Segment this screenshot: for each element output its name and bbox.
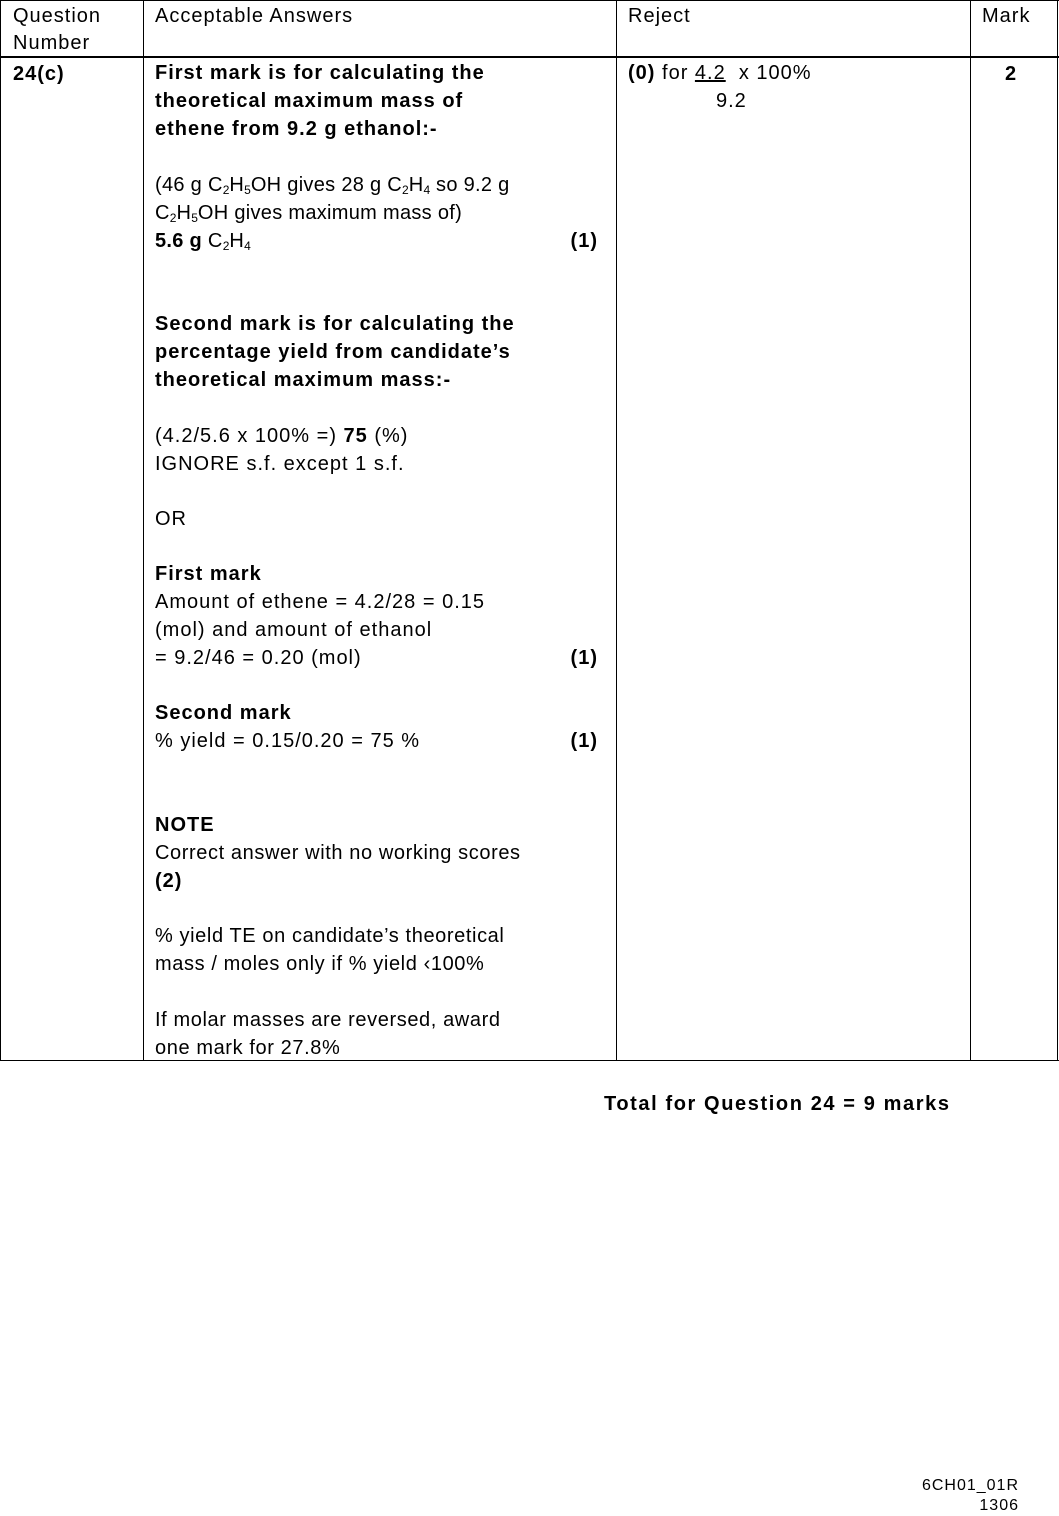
mark-1-alt-first: (1): [570, 647, 598, 669]
acceptable-answers-cell: [155, 0, 610, 1060]
te-block: [155, 922, 605, 978]
mass-result-line: 5.6 g $C_2H_4$: [155, 230, 251, 253]
te-line2: mass / moles only if % yield ‹100%: [155, 953, 485, 975]
reject-score: (0): [628, 62, 656, 84]
header-question-number: [13, 3, 101, 57]
column-divider-3: [970, 0, 971, 1061]
te-line1: % yield TE on candidate’s theoretical: [155, 925, 505, 947]
table-border-left: [0, 0, 1, 1061]
alt-first-mark-label: First mark: [155, 563, 262, 585]
yield-line: % yield = 0.15/0.20 = 75 %: [155, 730, 421, 752]
second-mark-heading-line1: Second mark is for calculating the: [155, 313, 515, 335]
note-label: NOTE: [155, 814, 215, 836]
column-divider-2: [616, 0, 617, 1061]
ignore-sf-line: IGNORE s.f. except 1 s.f.: [155, 453, 405, 475]
question-total: Total for Question 24 = 9 marks: [604, 1093, 951, 1115]
reject-line: (0) for 4.2 x 100%: [628, 62, 812, 84]
first-mark-heading: [155, 59, 605, 143]
footer-code: 6CH01_01R: [921, 1477, 1019, 1494]
first-mark-heading-line2: theoretical maximum mass of: [155, 90, 464, 112]
alt-second-mark: [155, 699, 605, 755]
reject-numerator: 4.2: [694, 62, 726, 84]
reversed-line1: If molar masses are reversed, award: [155, 1009, 501, 1031]
reversed-line2: one mark for 27.8%: [155, 1037, 341, 1059]
reject-denominator: 9.2: [716, 90, 747, 112]
note-line2: (2): [155, 870, 183, 892]
mark-1-alt-second: (1): [570, 730, 598, 752]
header-acceptable-answers: Acceptable Answers: [155, 5, 354, 27]
first-mark-heading-line1: First mark is for calculating the: [155, 62, 485, 84]
mark-value: 2: [1005, 63, 1018, 85]
first-mark-heading-line3: ethene from 9.2 g ethanol:-: [155, 118, 438, 140]
header-reject: Reject: [628, 5, 691, 27]
mass-calculation-line1: (46 g $C_2H_5OH$ gives 28 g $C_2H_4$ so 9.2 g: [155, 174, 510, 197]
header-question-line2: Number: [13, 32, 91, 54]
table-border-right: [1057, 0, 1058, 1061]
or-separator: OR: [155, 508, 187, 530]
column-divider-1: [143, 0, 144, 1061]
question-number: 24(c): [13, 63, 65, 85]
alternative-method: [155, 560, 605, 672]
mass-calculation-line2: $C_2H_5OH$ gives maximum mass of): [155, 202, 463, 225]
amount-line2: (mol) and amount of ethanol: [155, 619, 433, 641]
second-mark-heading: [155, 310, 605, 394]
amount-line1: Amount of ethene = 4.2/28 = 0.15: [155, 591, 486, 613]
header-question-line1: Question: [13, 5, 102, 27]
percentage-calc-line: (4.2/5.6 x 100% =) 75 (%): [155, 425, 409, 447]
mass-calculation: [155, 171, 605, 255]
note-line1: Correct answer with no working scores: [155, 842, 521, 864]
amount-line3: = 9.2/46 = 0.20 (mol): [155, 647, 362, 669]
footer-date-code: 1306: [979, 1497, 1019, 1514]
note-block: [155, 811, 615, 895]
second-mark-heading-line3: theoretical maximum mass:-: [155, 369, 452, 391]
page-footer: [922, 1476, 1019, 1516]
reject-cell: [628, 0, 968, 1060]
mark-1-first: (1): [570, 230, 598, 252]
percentage-calculation: [155, 422, 605, 478]
header-mark: Mark: [982, 5, 1031, 27]
reversed-block: [155, 1006, 605, 1062]
alt-second-mark-label: Second mark: [155, 702, 292, 724]
second-mark-heading-line2: percentage yield from candidate’s: [155, 341, 511, 363]
